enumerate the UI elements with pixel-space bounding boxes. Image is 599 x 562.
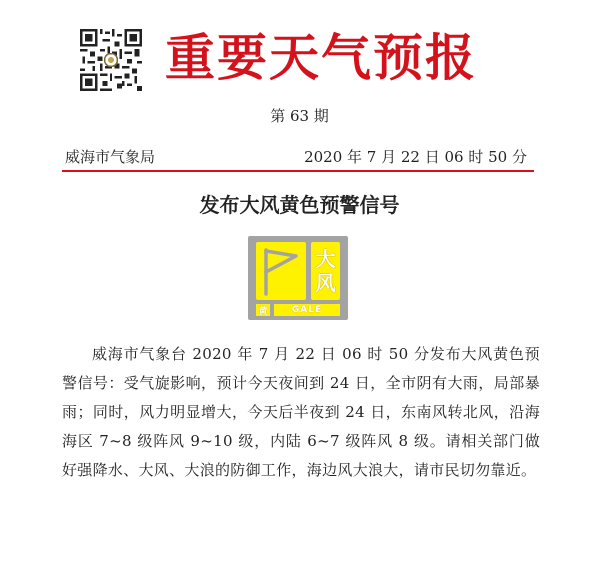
article-headline: 发布大风黄色预警信号 xyxy=(199,193,400,217)
header-divider xyxy=(62,170,534,172)
article-body: 威海市气象台 2020 年 7 月 22 日 06 时 50 分发布大风黄色预警信号：受气旋影响，预计今天夜间到 24 日，全市阴有大雨，局部暴雨；同时，风力明显增大，今天后半夜到 24 日，东南风转北风，沿海海区 7~8 级阵风 9~10 级，内陆 6~7 级阵风 8 级。请相关部门做好强降水、大风、大浪的防御工作，海边风大浪大，请市民切勿靠近。 xyxy=(62,345,540,479)
signal-char-bottom: 风 xyxy=(315,271,336,295)
issue-number: 第 63 期 xyxy=(270,107,329,125)
meta-row xyxy=(65,146,527,167)
gale-flag-icon xyxy=(256,242,306,300)
signal-characters xyxy=(311,242,340,300)
qr-code-icon xyxy=(80,29,142,91)
signal-level: 黄 xyxy=(256,304,270,316)
issuer-name: 威海市气象局 xyxy=(65,148,156,166)
signal-gale-label: GALE xyxy=(274,304,340,316)
issue-datetime: 2020 年 7 月 22 日 06 时 50 分 xyxy=(304,148,527,166)
signal-char-top: 大 xyxy=(315,247,336,271)
page-title: 重要天气预报 xyxy=(165,28,477,87)
gale-warning-signal xyxy=(248,236,348,320)
